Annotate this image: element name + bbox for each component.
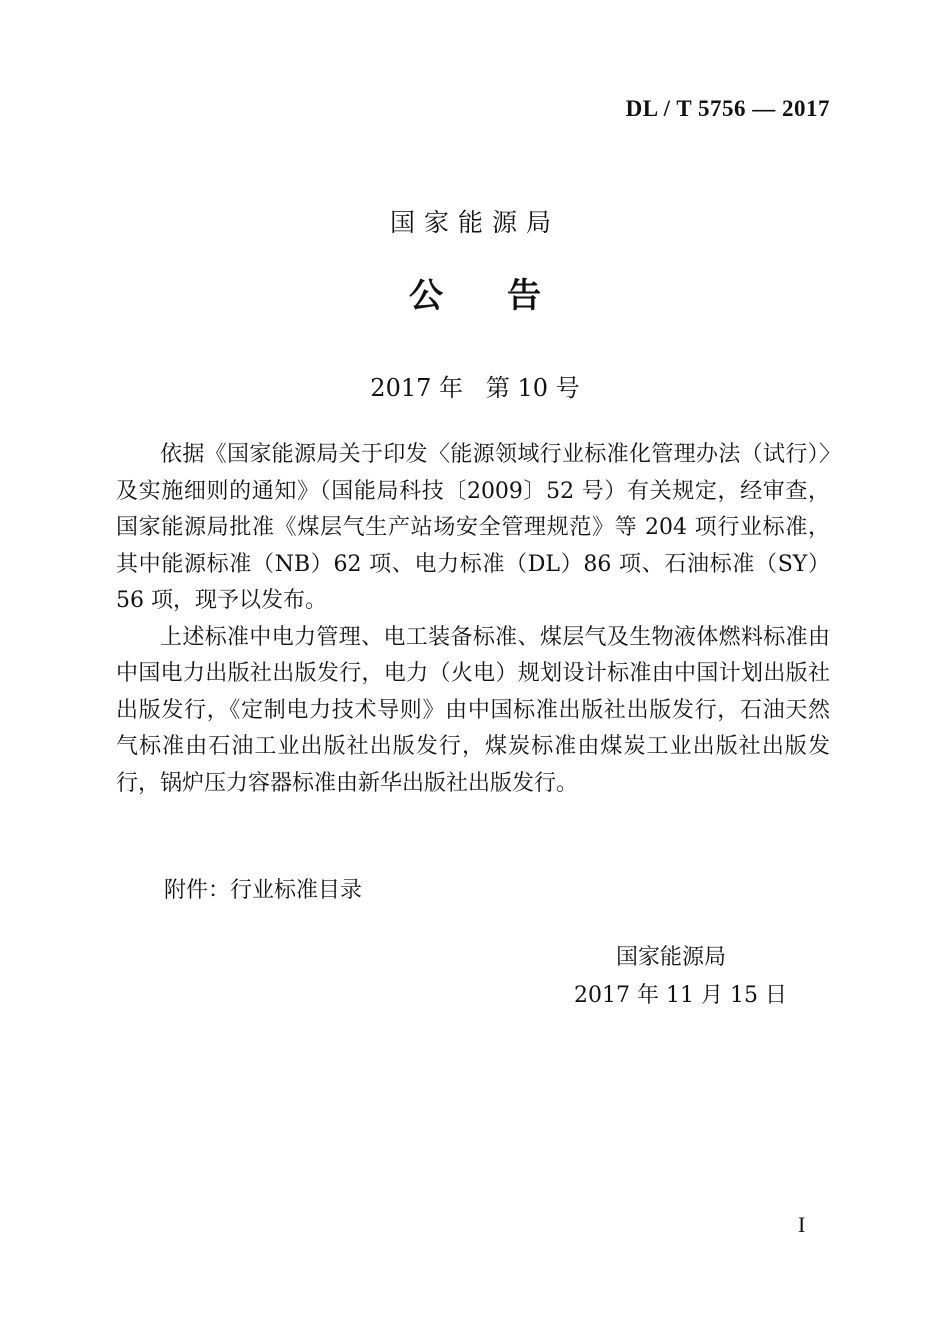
page-number: I bbox=[798, 1212, 806, 1237]
body-paragraph-2: 上述标准中电力管理、电工装备标准、煤层气及生物液体燃料标准由中国电力出版社出版发行，电力（火电）规划设计标准由中国计划出版社出版发行，《定制电力技术导则》由中国标准出版社出版发行，石油天然气标准由石油工业出版社出版发行，煤炭标准由煤炭工业出版社出版发行，锅炉压力容器标准由新华出版社出版发行。 bbox=[116, 624, 830, 796]
document-title: 公告 bbox=[409, 276, 605, 316]
notice-body bbox=[116, 437, 830, 802]
signature-date: 2017 年 11 月 15 日 bbox=[574, 983, 787, 1008]
attachment-line: 附件：行业标准目录 bbox=[164, 878, 363, 903]
standard-code: DL / T 5756 — 2017 bbox=[625, 96, 830, 121]
signature-organization: 国家能源局 bbox=[616, 945, 727, 970]
body-paragraph-1: 依据《国家能源局关于印发〈能源领域行业标准化管理办法（试行）〉及实施细则的通知》（国能局科技〔2009〕52 号）有关规定，经审查，国家能源局批准《煤层气生产站场安全管理规范》等 204 项行业标准，其中能源标准（NB）62 项、电力标准（DL）86 项、石油标准（SY）56 项，现予以发布。 bbox=[116, 442, 830, 613]
issuer-title: 国家能源局 bbox=[389, 208, 560, 237]
notice-number: 2017 年 第 10 号 bbox=[370, 374, 580, 402]
